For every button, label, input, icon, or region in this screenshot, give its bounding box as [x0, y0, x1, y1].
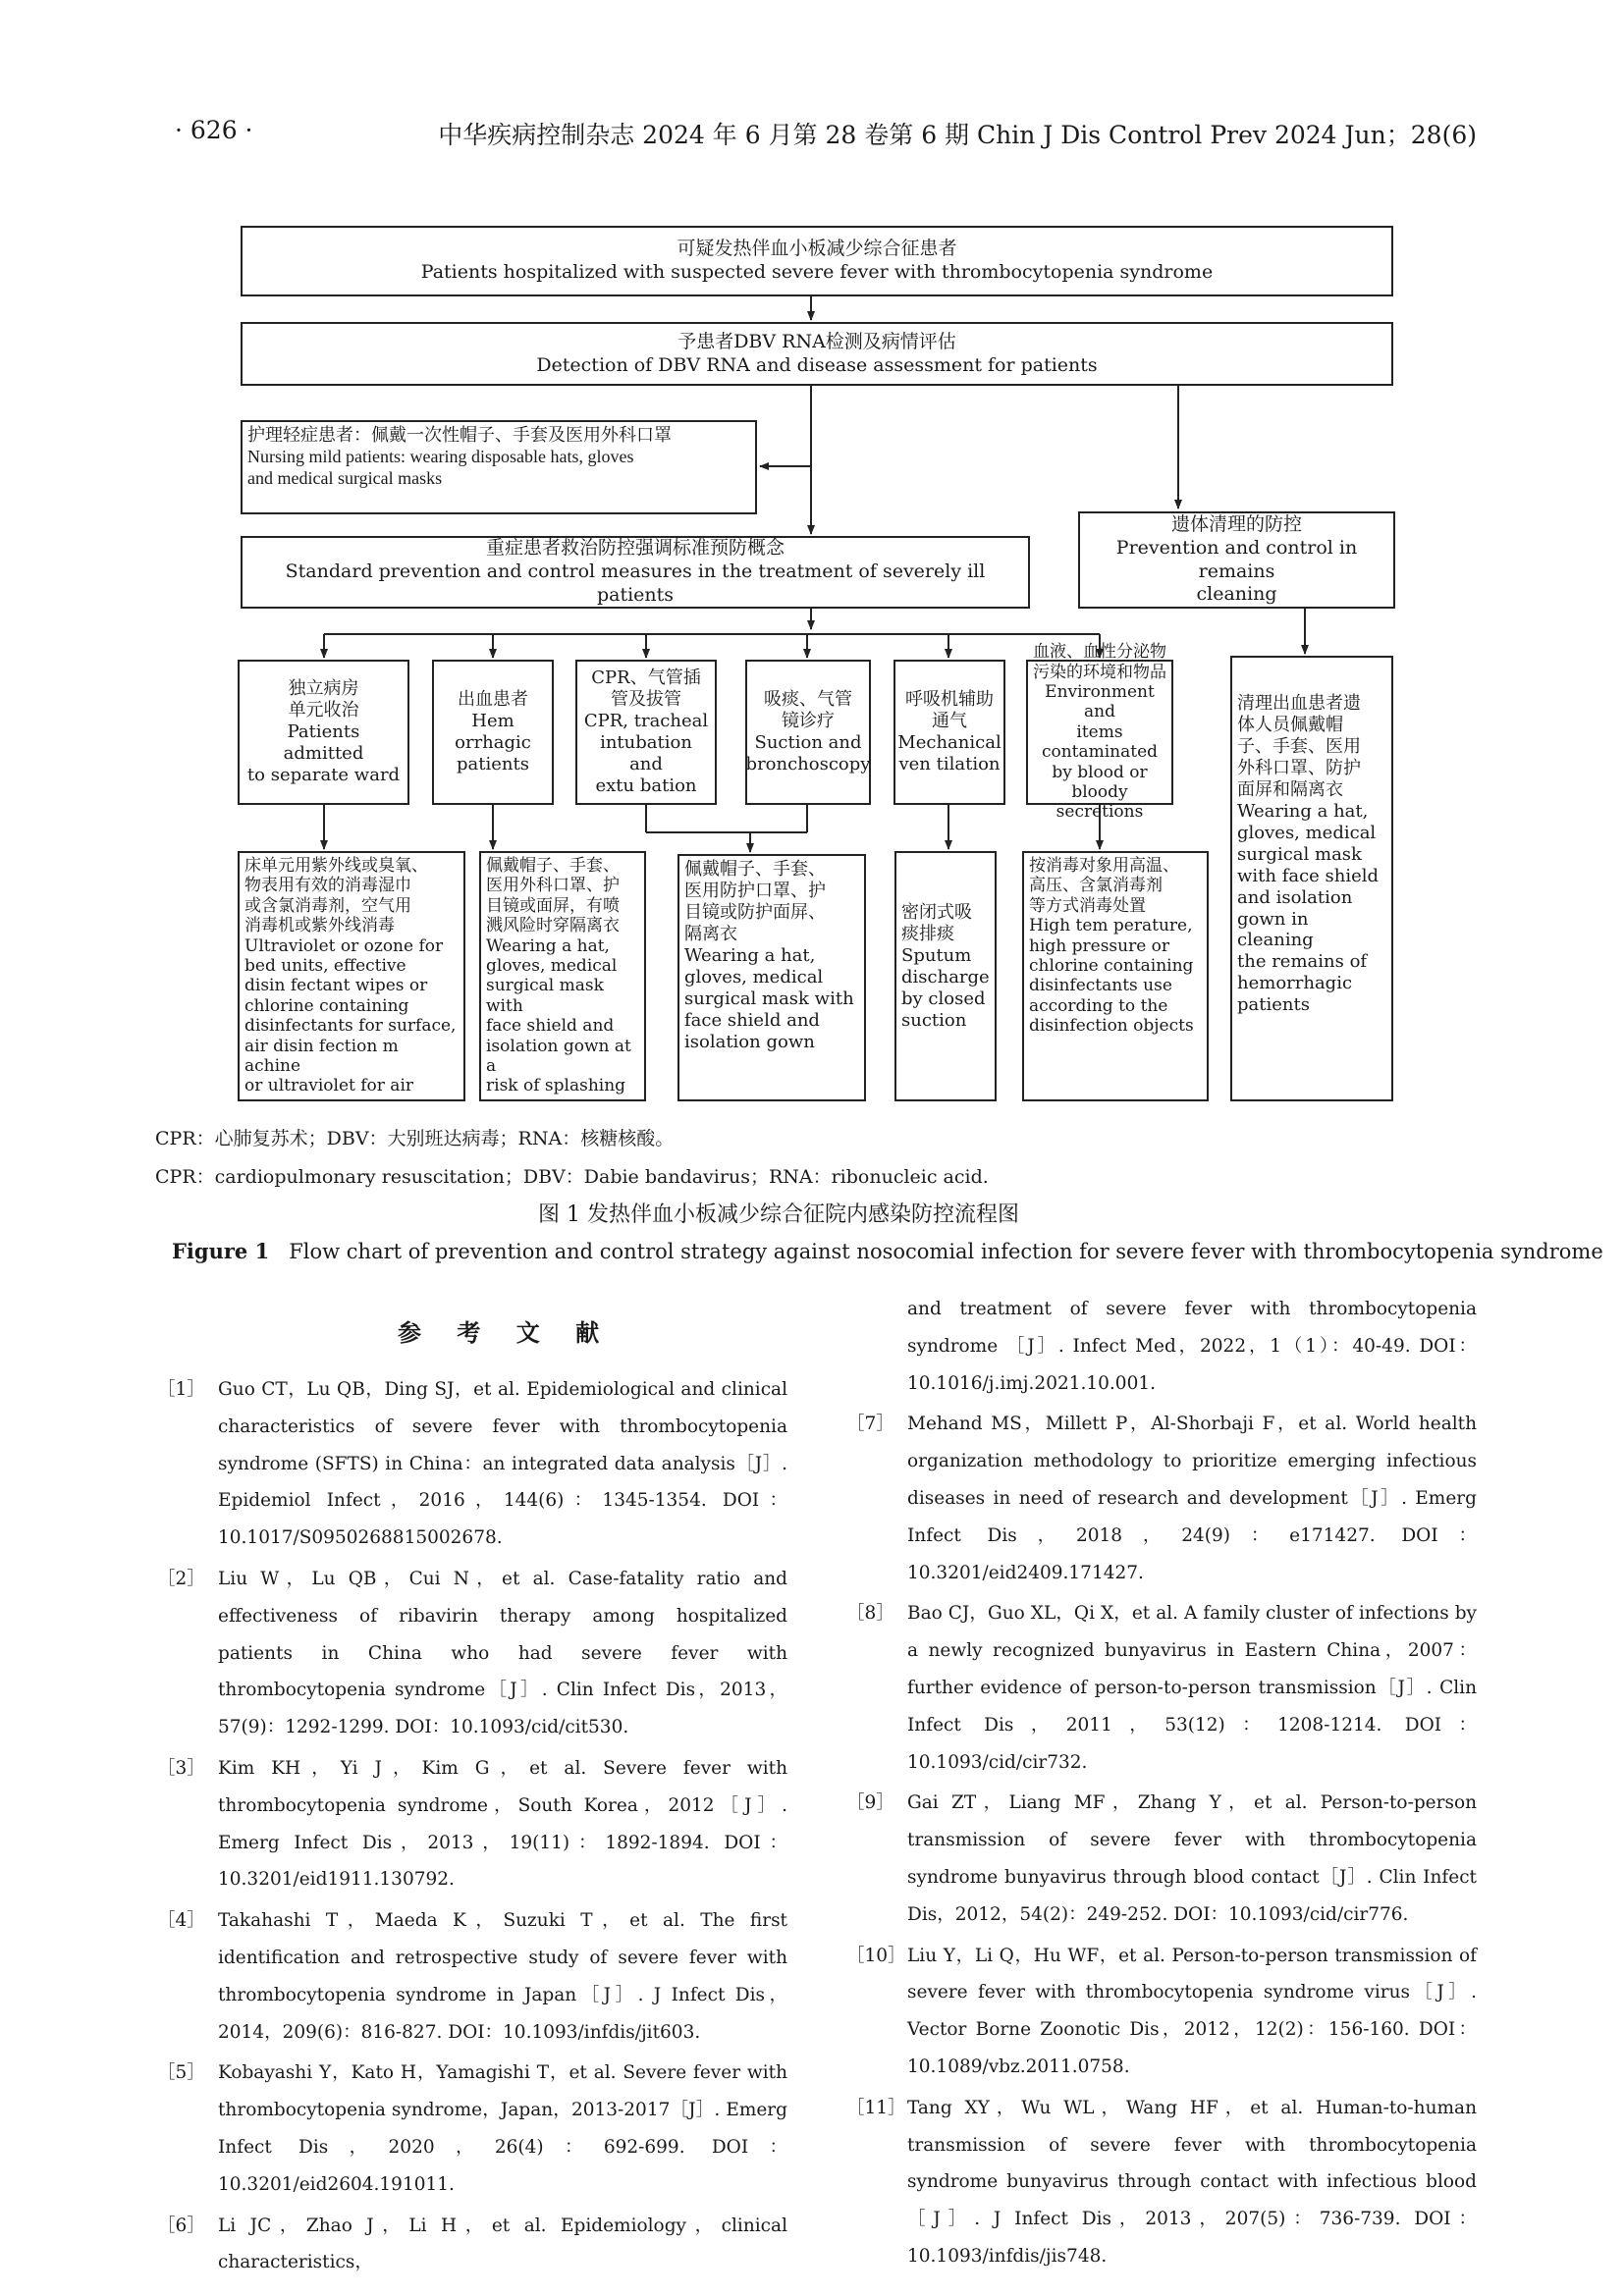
- figure-label: Figure 1: [172, 1239, 270, 1263]
- box-closed-suction: 密闭式吸 痰排痰 Sputum discharge by closed suction: [894, 851, 997, 1101]
- reference-continuation: and treatment of severe fever with thrombocytopenia syndrome ［J］. Infect Med，2022，1（1）：40-49. DOI：10.1016/j.imj.2021.10.001.: [907, 1299, 1477, 1394]
- box-suction-bronchoscopy: 吸痰、气管 镜诊疗 Suction and bronchoscopy: [745, 660, 871, 805]
- box-severe-patients: 重症患者救治防控强调标准预防概念 Standard prevention and control measures in the treatment of severely ill patients: [241, 536, 1030, 609]
- reference-item: ［1］ Guo CT，Lu QB，Ding SJ，et al. Epidemiological and clinical characteristics of severe fever with thrombocytopenia syndrome (SFTS) in China：an integrated data analysis［J］. Epidemiol Infect，2016，144(6)：1345-1354. DOI：10.1017/S0950268815002678.: [157, 1379, 787, 1549]
- abbreviations-cn: CPR：心肺复苏术；DBV：大别班达病毒；RNA：核糖核酸。: [155, 1128, 675, 1149]
- reference-item: ［5］ Kobayashi Y，Kato H，Yamagishi T，et al. Severe fever with thrombocytopenia syndrome，Japan，2013-2017［J］. Emerg Infect Dis，2020，26(4)：692-699. DOI：10.3201/eid2604.191011.: [157, 2062, 787, 2195]
- reference-item: ［2］ Liu W，Lu QB，Cui N，et al. Case-fatality ratio and effectiveness of ribavirin therapy among hospitalized patients in China who had severe fever with thrombocytopenia syndrome［J］. Clin Infect Dis，2013，57(9)：1292-1299. DOI：10.1093/cid/cit530.: [157, 1568, 787, 1738]
- reference-item: ［10］ Liu Y，Li Q，Hu WF，et al. Person-to-person transmission of severe fever with thrombocytopenia syndrome virus［J］. Vector Borne Zoonotic Dis，2012，12(2)：156-160. DOI：10.1089/vbz.2011.0758.: [846, 1945, 1477, 2077]
- box-separate-ward: 独立病房 单元收治 Patients admitted to separate ward: [238, 660, 409, 805]
- reference-item: ［8］ Bao CJ，Guo XL，Qi X，et al. A family cluster of infections by a newly recognized bunyavirus in Eastern China，2007：further evidence of person-to-person transmission［J］. Clin Infect Dis，2011，53(12)：1208-1214. DOI：10.1093/cid/cir732.: [846, 1603, 1477, 1773]
- reference-item: ［7］ Mehand MS，Millett P，Al-Shorbaji F，et al. World health organization methodology to prioritize emerging infectious diseases in need of research and development［J］. Emerg Infect Dis，2018，24(9)：e171427. DOI：10.3201/eid2409.171427.: [846, 1414, 1477, 1583]
- box-remains-detail: 清理出血患者遗 体人员佩戴帽 子、手套、医用 外科口罩、防护 面屏和隔离衣 Wearing a hat, gloves, medical surgical mask with face shield and isolation gown in cleaning the remains of hemorrhagic patients: [1230, 656, 1393, 1101]
- abbreviations-en: CPR：cardiopulmonary resuscitation；DBV：Dabie bandavirus；RNA：ribonucleic acid.: [155, 1166, 989, 1188]
- reference-item: ［6］ Li JC，Zhao J，Li H，et al. Epidemiology，clinical characteristics，: [157, 2215, 787, 2273]
- box-disinfection-measures: 按消毒对象用高温、 高压、含氯消毒剂 等方式消毒处置 High tem perature, high pressure or chlorine containing disinfectants use according to the disinfection objects: [1022, 851, 1209, 1101]
- references-column-right: [846, 1291, 1477, 2275]
- box-hemorrhagic: 出血患者 Hem orrhagic patients: [432, 660, 554, 805]
- reference-item: ［4］ Takahashi T，Maeda K，Suzuki T，et al. The first identification and retrospective study of severe fever with thrombocytopenia syndrome in Japan［J］. J Infect Dis，2014，209(6)：816-827. DOI：10.1093/infdis/jit603.: [157, 1910, 787, 2043]
- figure-caption-text: Flow chart of prevention and control strategy against nosocomial infection for severe fever with thrombocytopenia syndrome: [289, 1240, 1603, 1263]
- reference-item: ［11］ Tang XY，Wu WL，Wang HF，et al. Human-to-human transmission of severe fever with thrombocytopenia syndrome bunyavirus through contact with infectious blood［J］. J Infect Dis，2013，207(5)：736-739. DOI：10.1093/infdis/jis748.: [846, 2097, 1477, 2267]
- reference-item: ［3］ Kim KH，Yi J，Kim G，et al. Severe fever with thrombocytopenia syndrome，South Korea，2012［J］. Emerg Infect Dis，2013，19(11)：1892-1894. DOI：10.3201/eid1911.130792.: [157, 1757, 787, 1891]
- box-ppe-measures: 佩戴帽子、手套、 医用防护口罩、护 目镜或防护面屏、 隔离衣 Wearing a hat, gloves, medical surgical mask with face shield and isolation gown: [677, 854, 866, 1101]
- box-ward-measures: 床单元用紫外线或臭氧、 物表用有效的消毒湿巾 或含氯消毒剂，空气用 消毒机或紫外线消毒 Ultraviolet or ozone for bed units, effective disin fectant wipes or chlorine containing disinfectants for surface, air disin fection m achine or ultraviolet for air: [238, 851, 465, 1101]
- box-suspected-patients: 可疑发热伴血小板减少综合征患者 Patients hospitalized with suspected severe fever with thrombocytopenia syndrome: [241, 226, 1393, 296]
- box-remains-control: 遗体清理的防控 Prevention and control in remains cleaning: [1078, 511, 1395, 609]
- box-hemorrhagic-measures: 佩戴帽子、手套、 医用外科口罩、护 目镜或面屏，有喷 溅风险时穿隔离衣 Wearing a hat, gloves, medical surgical mask with face shield and isolation gown at a risk of splashing: [479, 851, 646, 1101]
- references-title: 参 考 文 献: [398, 1318, 614, 1347]
- box-mechanical-ventilation: 呼吸机辅助 通气 Mechanical ven tilation: [893, 660, 1005, 805]
- box-cpr-intubation: CPR、气管插 管及拔管 CPR, tracheal intubation and extu bation: [575, 660, 717, 805]
- box-blood-environment: 血液、血性分泌物 污染的环境和物品 Environment and items contaminated by blood or bloody secretions: [1026, 660, 1173, 805]
- box-mild-patients: 护理轻症患者：佩戴一次性帽子、手套及医用外科口罩 Nursing mild patients: wearing disposable hats, gloves and medical surgical masks: [241, 420, 757, 514]
- figure-caption-cn: 图 1 发热伴血小板减少综合征院内感染防控流程图: [538, 1202, 1019, 1227]
- page-number: · 626 ·: [175, 116, 253, 144]
- figure-caption-en: [172, 1239, 1603, 1263]
- reference-item: ［9］ Gai ZT，Liang MF，Zhang Y，et al. Person-to-person transmission of severe fever with thrombocytopenia syndrome bunyavirus through blood contact［J］. Clin Infect Dis，2012，54(2)：249-252. DOI：10.1093/cid/cir776.: [846, 1792, 1477, 1925]
- references-column-left: [157, 1371, 787, 2281]
- journal-header: 中华疾病控制杂志 2024 年 6 月第 28 卷第 6 期 Chin J Dis Control Prev 2024 Jun；28(6): [438, 121, 1477, 149]
- box-detection: 予患者DBV RNA检测及病情评估 Detection of DBV RNA and disease assessment for patients: [241, 322, 1393, 386]
